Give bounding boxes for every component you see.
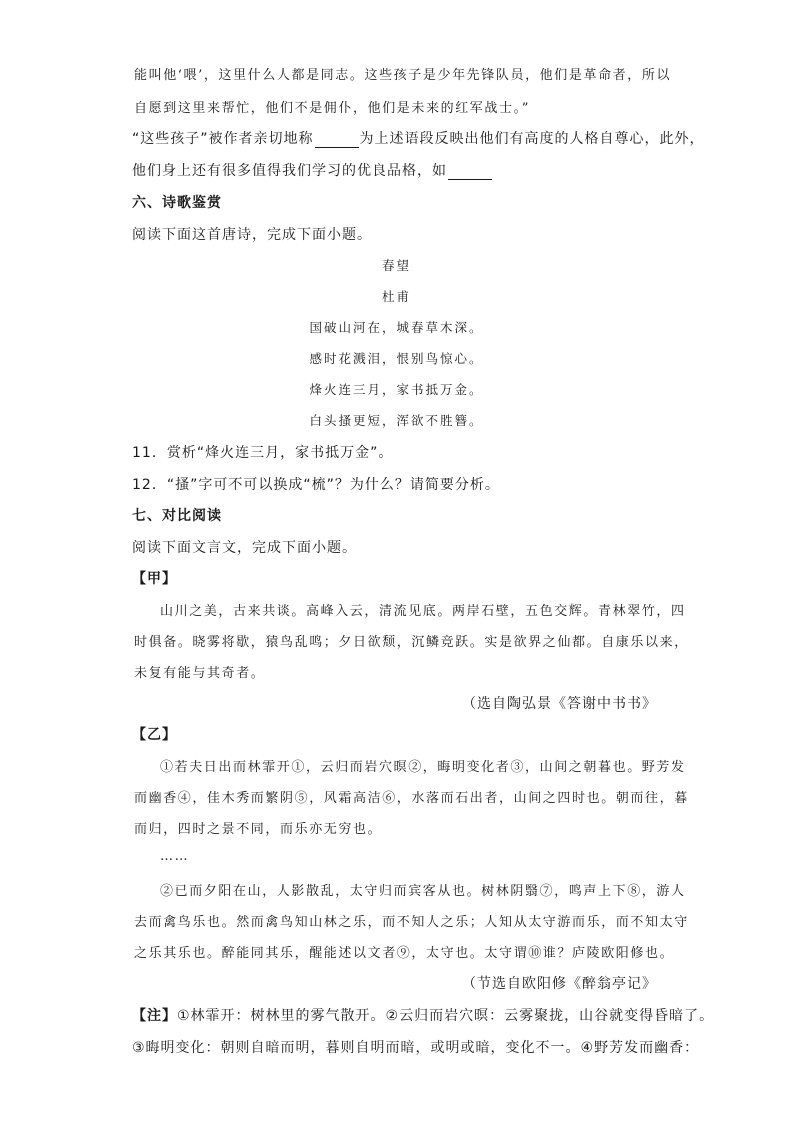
poem-author: 杜甫 [381,289,411,304]
quote-line-2: 自愿到这里来帮忙，他们不是佣仆，他们是未来的红军战士。” [134,101,530,116]
section-6-instruction: 阅读下面这首唐诗，完成下面小题。 [132,227,372,243]
answer-blank-2[interactable] [448,165,492,180]
passage-yi-label: 【乙】 [132,727,177,743]
section-7-heading: 七、对比阅读 [132,508,222,524]
answer-blank-1[interactable] [315,133,359,148]
passage-yi-line: 而归，四时之景不同，而乐亦无穷也。 [134,822,383,837]
passage-yi-line: 而幽香④，佳木秀而繁阴⑤，风霜高洁⑥，水落而石出者，山间之四时也。朝而往，暮 [134,791,689,806]
passage-yi-line: ②已而夕阳在山，人影散乱，太守归而宾客从也。树林阴翳⑦，鸣声上下⑧，游人 [160,884,686,899]
question-10-text-a: “这些孩子”被作者亲切地称 [132,131,314,147]
poem-line: 烽火连三月，家书抵万金。 [309,382,484,397]
passage-jia-label: 【甲】 [132,571,177,587]
poem-line: 感时花溅泪，恨别鸟惊心。 [309,351,484,366]
notes-line-2: ③晦明变化：朝则自暗而明，暮则自明而暗，或明或暗，变化不一。④野芳发而幽香： [132,1040,700,1056]
passage-jia-source: （选自陶弘景《答谢中书书》 [462,696,657,712]
notes-label: 【注】 [132,1008,177,1024]
passage-yi-source: （节选自欧阳修《醉翁亭记》 [462,976,657,992]
question-10-text-c: 他们身上还有很多值得我们学习的优良品格，如 [132,163,447,179]
section-6-heading: 六、诗歌鉴赏 [132,195,222,211]
passage-jia-line: 时俱备。晓雾将歇，猿鸟乱鸣；夕日欲颓，沉鳞竞跃。实是欲界之仙都。自康乐以来， [134,635,689,650]
poem-title: 春望 [381,258,411,273]
passage-yi-ellipsis: …… [160,849,190,864]
section-7-instruction: 阅读下面文言文，完成下面小题。 [132,540,357,556]
notes-line-1 [132,1005,714,1025]
question-10-line-2 [132,160,493,180]
passage-yi-line: ①若夫日出而林霏开①，云归而岩穴暝②，晦明变化者③，山间之朝暮也。野芳发 [160,760,686,775]
passage-yi-line: 去而禽鸟乐也。然而禽鸟知山林之乐，而不知人之乐；人知从太守游而乐，而不知太守 [134,915,689,930]
question-10-line-1 [132,128,705,148]
passage-yi-line: 之乐其乐也。醉能同其乐，醒能述以文者⑨，太守也。太守谓⑩谁？庐陵欧阳修也。 [134,946,675,961]
question-11: 11．赏析“烽火连三月，家书抵万金”。 [132,445,394,461]
poem-line: 白头搔更短，浑欲不胜簪。 [309,413,484,428]
quote-line-1: 能叫他‘喂’，这里什么人都是同志。这些孩子是少年先锋队员，他们是革命者，所以 [134,68,672,83]
question-12: 12．“搔”字可不可以换成“梳”？为什么？请简要分析。 [132,477,500,493]
question-10-text-b: 为上述语段反映出他们有高度的人格自尊心，此外， [359,131,705,147]
passage-jia-line: 未复有能与其奇者。 [134,666,266,681]
notes-text-1: ①林霏开：树林里的雾气散开。②云归而岩穴暝：云雾聚拢，山谷就变得昏暗了。 [177,1008,715,1024]
passage-jia-line: 山川之美，古来共谈。高峰入云，清流见底。两岸石壁，五色交辉。青林翠竹，四 [160,604,686,619]
poem-line: 国破山河在，城春草木深。 [309,320,484,335]
